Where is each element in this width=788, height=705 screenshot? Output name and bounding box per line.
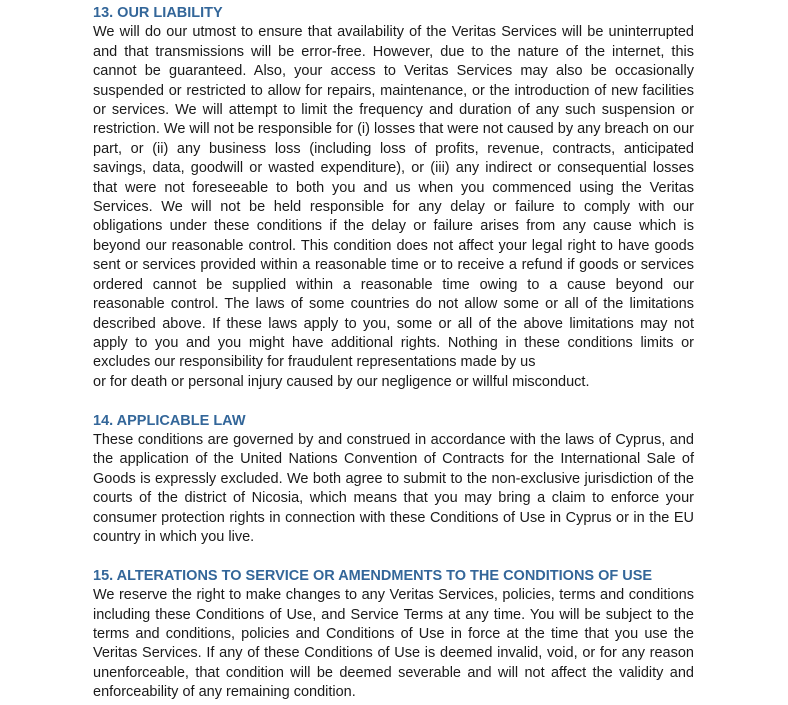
section-spacer — [93, 547, 694, 566]
section-applicable-law — [93, 412, 694, 548]
section-title-alterations: 15. ALTERATIONS TO SERVICE OR AMENDMENTS TO THE CONDITIONS OF USE — [93, 567, 653, 584]
section-body-liability: We will do our utmost to ensure that availability of the Veritas Services will be uninterrupted and that transmissions will be error-free. However, due to the nature of the internet, this cannot be guaranteed. Also, your access to Veritas Services may also be occasionally suspended or restricted to allow for repairs, maintenance, or the introduction of new facilities or services. We will attempt to limit the frequency and duration of any such suspension or restriction. We will not be responsible for (i) losses that were not caused by any breach on our part, or (ii) any business loss (including loss of profits, revenue, contracts, anticipated savings, data, goodwill or wasted expenditure), or (iii) any indirect or consequential losses that were not foreseeable to both you and us when you commenced using the Veritas Services. We will not be held responsible for any delay or failure to comply with our obligations under these conditions if the delay or failure arises from any cause which is beyond our reasonable control. This condition does not affect your legal right to have goods sent or services provided within a reasonable time or to receive a refund if goods or services ordered cannot be supplied within a reasonable time owing to a cause beyond our reasonable control. The laws of some countries do not allow some or all of the limitations described above. If these laws apply to you, some or all of the above limitations may not apply to you and you might have additional rights. Nothing in these conditions limits or excludes our responsibility for fraudulent representations made by us — [93, 24, 694, 371]
section-spacer — [93, 392, 694, 411]
document-content — [93, 4, 694, 703]
section-body-applicable-law: These conditions are governed by and construed in accordance with the laws of Cyprus, and the application of the United Nations Convention of Contracts for the International Sale of Goods is expressly excluded. We both agree to submit to the non-exclusive jurisdiction of the courts of the district of Nicosia, which means that you may bring a claim to enforce your consumer protection rights in connection with these Conditions of Use in Cyprus or in the EU country in which you live. — [93, 431, 694, 545]
section-liability — [93, 4, 694, 392]
section-body-alterations: We reserve the right to make changes to any Veritas Services, policies, terms and conditions including these Conditions of Use, and Service Terms at any time. You will be subject to the terms and conditions, policies and Conditions of Use in force at the time that you use the Veritas Services. If any of these Conditions of Use is deemed invalid, void, or for any reason unenforceable, that condition will be deemed severable and will not affect the validity and enforceability of any remaining condition. — [93, 587, 694, 701]
section-title-applicable-law: 14. APPLICABLE LAW — [93, 412, 246, 429]
section-title-liability: 13. OUR LIABILITY — [93, 5, 223, 21]
section-body-liability-tail: or for death or personal injury caused by our negligence or willful misconduct. — [93, 373, 590, 390]
section-alterations — [93, 567, 694, 703]
